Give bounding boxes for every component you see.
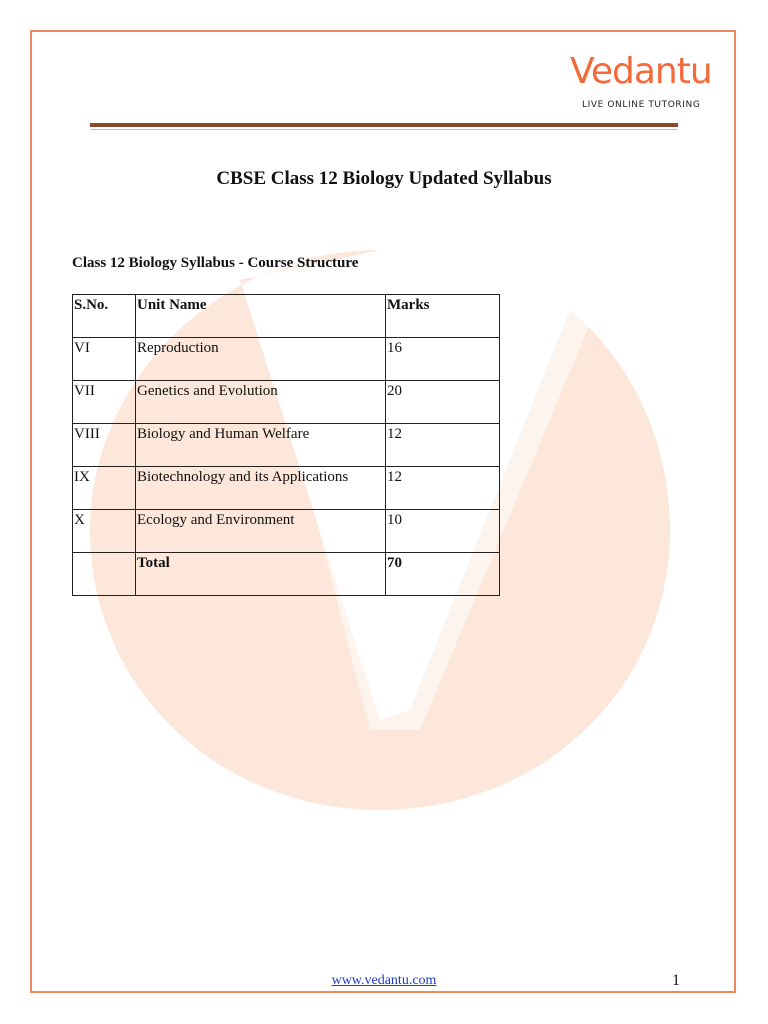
table-row [73, 510, 500, 553]
cell-marks: 20 [386, 381, 500, 424]
footer-website [0, 973, 768, 989]
cell-marks: 10 [386, 510, 500, 553]
cell-total-marks: 70 [386, 553, 500, 596]
cell-sno: X [73, 510, 136, 553]
cell-total-label: Total [136, 553, 386, 596]
table-total-row [73, 553, 500, 596]
cell-sno: VII [73, 381, 136, 424]
column-header-sno: S.No. [73, 295, 136, 338]
document-title: CBSE Class 12 Biology Updated Syllabus [216, 168, 552, 189]
cell-unit-name: Reproduction [136, 338, 386, 381]
cell-unit-name: Biotechnology and its Applications [136, 467, 386, 510]
page-number: 1 [672, 972, 680, 989]
cell-sno [73, 553, 136, 596]
logo-wordmark: Vedantu [570, 51, 712, 92]
table-row [73, 424, 500, 467]
table-header-row [73, 295, 500, 338]
section-subtitle: Class 12 Biology Syllabus - Course Structure [72, 255, 359, 271]
cell-marks: 12 [386, 467, 500, 510]
cell-sno: IX [73, 467, 136, 510]
cell-unit-name: Ecology and Environment [136, 510, 386, 553]
table-row [73, 381, 500, 424]
header-divider [90, 123, 678, 131]
website-link[interactable]: www.vedantu.com [331, 973, 437, 988]
table-row [73, 467, 500, 510]
cell-unit-name: Biology and Human Welfare [136, 424, 386, 467]
course-structure-table [72, 294, 500, 596]
cell-unit-name: Genetics and Evolution [136, 381, 386, 424]
cell-marks: 16 [386, 338, 500, 381]
logo-tagline: LIVE ONLINE TUTORING [582, 100, 701, 110]
column-header-marks: Marks [386, 295, 500, 338]
cell-marks: 12 [386, 424, 500, 467]
column-header-unit-name: Unit Name [136, 295, 386, 338]
cell-sno: VI [73, 338, 136, 381]
table-row [73, 338, 500, 381]
cell-sno: VIII [73, 424, 136, 467]
vedantu-logo[interactable] [570, 50, 710, 116]
